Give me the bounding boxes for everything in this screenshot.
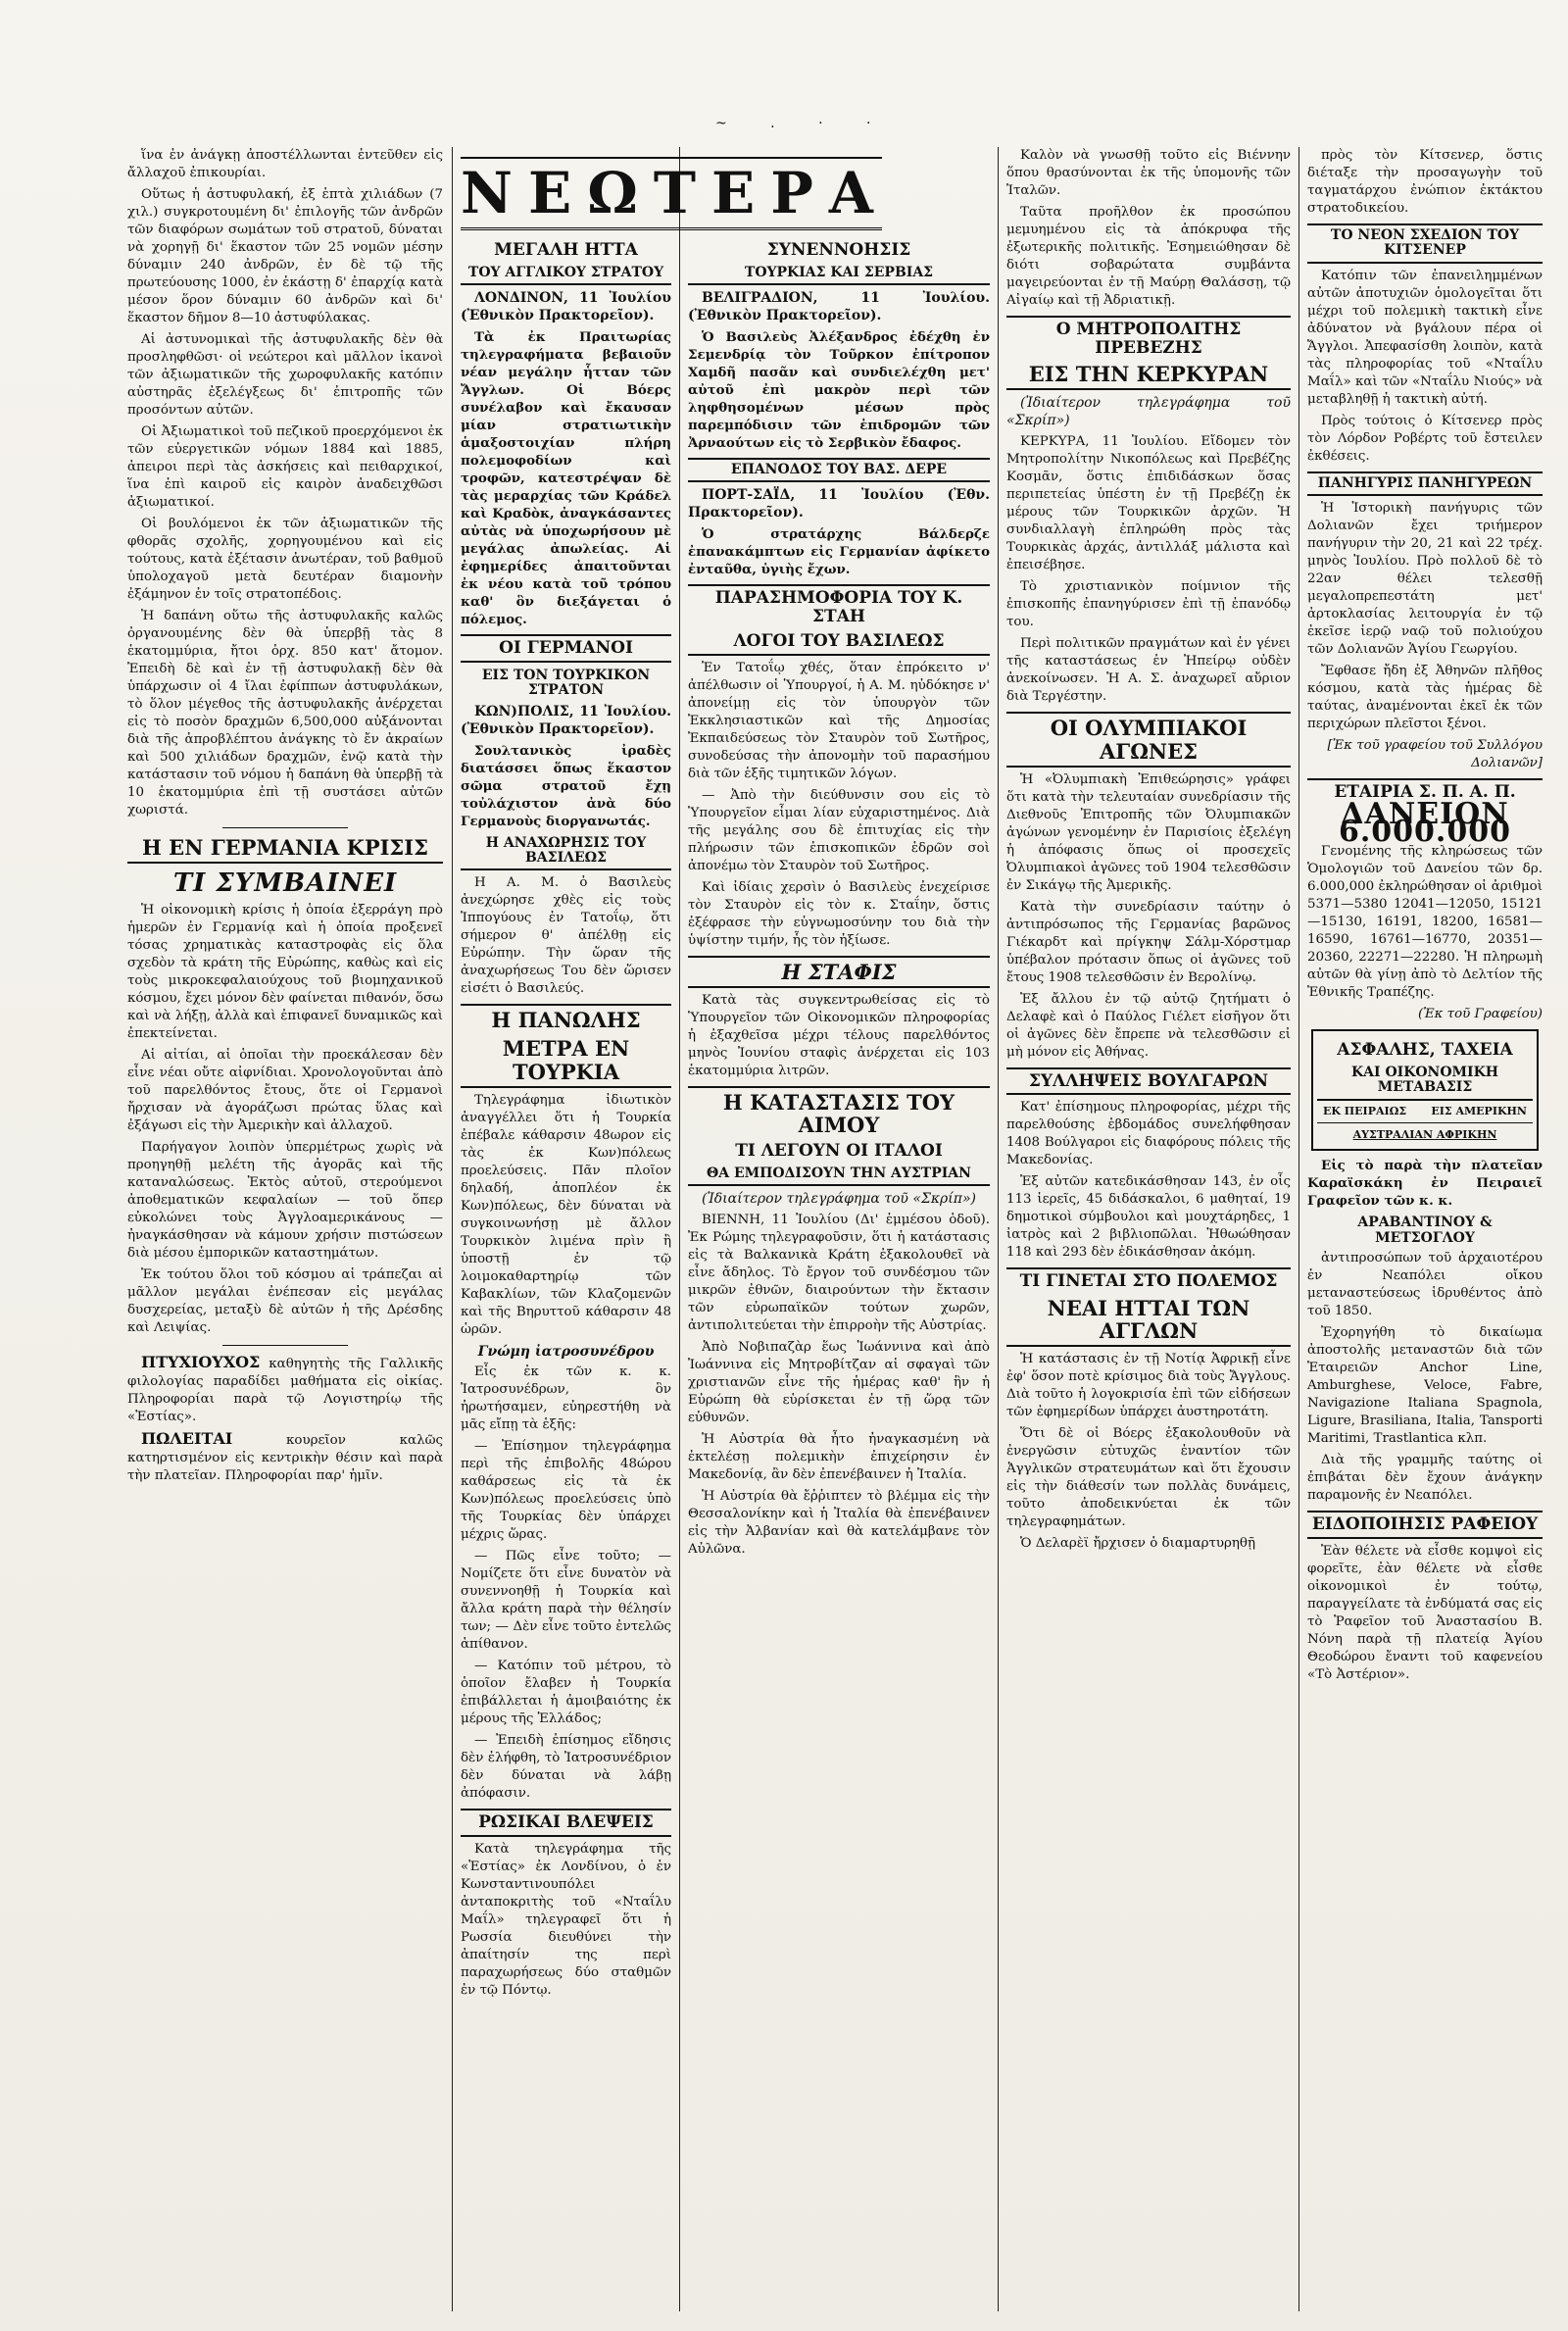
headline: ΡΩΣΙΚΑΙ ΒΛΕΨΕΙΣ bbox=[461, 1809, 671, 1837]
article-paragraph: Διὰ τῆς γραμμῆς ταύτης οἱ ἐπιβάται δὲν ἔχουν ἀνάγκην παραμονῆς ἐν Νεαπόλει. bbox=[1307, 1453, 1543, 1504]
route-sub: ΑΥΣΤΡΑΛΙΑΝ ΑΦΡΙΚΗΝ bbox=[1352, 1128, 1497, 1142]
article-paragraph: Ὁ στρατάρχης Βάλδερζε ἐπανακάμπτων εἰς Γερμανίαν ἀφίκετο ἐνταῦθα, ὑγιὴς ἔχων. bbox=[688, 526, 990, 578]
column-rule bbox=[998, 147, 999, 2311]
article-paragraph: — Ἐπίσημον τηλεγράφημα περὶ τῆς ἐπιβολῆς 48ώρου καθάρσεως εἰς τὰ ἐκ Κων)πόλεως προελεύσεις ὑπὸ τῆς Τουρκίας δὲν ὑπάρχει μέχρις ὥρας. bbox=[461, 1439, 671, 1542]
article-paragraph: Καλὸν νὰ γνωσθῇ τοῦτο εἰς Βιέννην ὅπου θρασύνονται ἐκ τῆς ὑπομονῆς τῶν Ἰταλῶν. bbox=[1006, 148, 1291, 198]
headline: ΤΟΥ ΑΓΓΛΙΚΟΥ ΣΤΡΑΤΟΥ bbox=[461, 266, 671, 285]
section-divider bbox=[222, 827, 349, 828]
article-paragraph: Ἐχορηγήθη τὸ δικαίωμα ἀποστολῆς μεταναστῶν διὰ τῶν Ἑταιρειῶν Anchor Line, Amburghese, Veloce, Fabre, Navigazione Italiana Spagnola, Ligure, Brasiliana, Italia, Tansporti Maritimi, Trastlantica κλπ. bbox=[1307, 1325, 1543, 1447]
headline: ΠΑΝΗΓΥΡΙΣ ΠΑΝΗΓΥΡΕΩΝ bbox=[1307, 471, 1543, 496]
headline: Ο ΜΗΤΡΟΠΟΛΙΤΗΣ ΠΡΕΒΕΖΗΣ bbox=[1006, 316, 1291, 357]
article-paragraph: Γενομένης τῆς κληρώσεως τῶν Ὁμολογιῶν τοῦ Δανείου τῶν δρ. 6.000,000 ἐκληρώθησαν οἱ ἀριθμοὶ 5371—5380 12041—12050, 15121—15130, 16191, 18200, 16581—16590, 16761—16770, 20351—20360, 22271—22280. Ἡ πληρωμὴ αὐτῶν θὰ γίνῃ ἀπὸ τὸ Δελτίον τῆς Ἐθνικῆς Τραπέζης. bbox=[1307, 843, 1543, 1000]
classified-ad bbox=[127, 1354, 443, 1426]
article-paragraph: Τηλεγράφημα ἰδιωτικὸν ἀναγγέλλει ὅτι ἡ Τουρκία ἐπέβαλε κάθαρσιν 48ωρον εἰς τὰς ἐκ Κων)πόλεως προελεύσεις. Πᾶν πλοῖον δηλαδή, ἀποπλέον ἐκ Κων)πόλεως, δὲν δύναται νὰ συγκοινωνήσῃ μὲ ἄλλον Τουρκικὸν λιμένα πρὶν ἢ ὑποστῇ ἐν τῷ λοιμοκαθαρτηρίῳ τῶν Καβακλίων, τῶν Κλαζομενῶν καὶ τῆς Βηρυττοῦ κάθαρσιν 48 ὡρῶν. bbox=[461, 1092, 671, 1337]
article-paragraph: Ἐν Τατοΐῳ χθές, ὅταν ἐπρόκειτο ν' ἀπέλθωσιν οἱ Ὑπουργοί, ἡ Α. Μ. ηὐδόκησε ν' ἀπονείμῃ εἰς τὸν ὑπουργὸν τῶν Ἐκκλησιαστικῶν καὶ τῆς Δημοσίας Ἐκπαιδεύσεως τὸν Σταυρὸν τοῦ Σωτῆρος, συνοδεύσας τὴν ἀπονομὴν τοῦ παρασήμου διὰ τῶν ἑξῆς τιμητικῶν λόγων. bbox=[688, 660, 990, 781]
ad-headline: ΑΣΦΑΛΗΣ, ΤΑΧΕΙΑ bbox=[1337, 1039, 1513, 1060]
article-paragraph: Ἐξ ἄλλου ἐν τῷ αὐτῷ ζητήματι ὁ Δελαφὲ καὶ ὁ Παύλος Γιέλετ εἰσῆγον ὅτι οἱ ἀγῶνες δὲν ἔπρεπε νὰ τελεσθῶσιν εἰ μὴ μόνον εἰς Ἀθήνας. bbox=[1006, 991, 1291, 1060]
dateline: (Ἰδιαίτερον τηλεγράφημα τοῦ «Σκρίπ») bbox=[1006, 395, 1291, 429]
article-paragraph: Ταῦτα προῆλθον ἐκ προσώπου μεμυημένου εἰς τὰ ἀπόκρυφα τῆς ἐξωτερικῆς πολιτικῆς. Ἐσημειώθησαν δὲ διότι σοβαρώτατα συμβάντα μαγειρεύονται ἐν τῇ Μαύρῃ Θαλάσσῃ, τῷ Αἰγαίῳ καὶ τῇ Ἀδριατικῇ. bbox=[1006, 205, 1291, 308]
ad-text: καθηγητὴς τῆς Γαλλικῆς φιλολογίας παραδίδει μαθήματα εἰς οἰκίας. Πληροφορίαι παρὰ τῷ Λογιστηρίῳ τῆς «Ἑστίας». bbox=[127, 1356, 443, 1424]
article-paragraph: Κατὰ τηλεγράφημα τῆς «Ἑστίας» ἐκ Λονδίνου, ὁ ἐν Κωνσταντινουπόλει ἀνταποκριτὴς τοῦ «Νταΐλυ Μαΐλ» τηλεγραφεῖ ὅτι ἡ Ρωσσία διευθύνει τὴν ἀπαίτησίν της περὶ παραχωρήσεως δύο σταθμῶν ἐν τῷ Πόντῳ. bbox=[461, 1841, 671, 1998]
dateline: ΚΩΝ)ΠΟΛΙΣ, 11 Ἰουλίου. (Ἐθνικὸν Πρακτορεῖον). bbox=[461, 703, 671, 737]
article-paragraph: Κατὰ τὴν συνεδρίασιν ταύτην ὁ ἀντιπρόσωπος τῆς Γερμανίας βαρῶνος Γιέκαρδτ καὶ πρίγκηψ Σάλμ-Χόρστμαρ ὑπέβαλον πρότασιν ὅπως οἱ ἀγῶνες τοῦ ἔτους 1908 τελεσθῶσιν ἐν Βερολίνῳ. bbox=[1006, 899, 1291, 985]
article-paragraph: Παρήγαγον λοιπὸν ὑπερμέτρως χωρὶς νὰ προηγηθῇ μελέτη τῆς ἀγορᾶς καὶ τῆς καταναλώσεως. Ἐκτὸς αὐτοῦ, στερούμενοι ἀποθεματικῶν κεφαλαίων — τοῦ ὅπερ εὐκολώνει τοὺς Ἀγγλοαμερικάνους — ἠναγκάσθησαν νὰ κάμουν χρήσιν πιστώσεων διὰ μέσου ἐμπορικῶν καταστημάτων. bbox=[127, 1139, 443, 1261]
column-2 bbox=[461, 235, 671, 2311]
article-paragraph: Ἡ «Ὀλυμπιακὴ Ἐπιθεώρησις» γράφει ὅτι κατὰ τὴν τελευταίαν συνεδρίασιν τῆς Διεθνοῦς Ἐπιτροπῆς τῶν Ὀλυμπιακῶν ἀγώνων γενομένην ἐν Παρισίοις ἐξελέγη ἡ ἀπόφασις ὅπως οἱ προσεχεῖς Ὀλυμπιακοὶ ἀγῶνες τοῦ 1904 τελεσθῶσιν ἐν Σικάγῳ τῆς Ἀμερικῆς. bbox=[1006, 771, 1291, 893]
article-paragraph: Εἰς τὸ παρὰ τὴν πλατεῖαν Καραϊσκάκη ἐν Πειραιεῖ Γραφεῖον τῶν κ. κ. bbox=[1307, 1158, 1543, 1210]
subheadline: ΤΙ ΣΥΜΒΑΙΝΕΙ bbox=[172, 868, 398, 899]
article-paragraph: Κατ' ἐπίσημους πληροφορίας, μέχρι τῆς παρελθούσης ἑβδομάδος συνελήφθησαν 1408 Βούλγαροι εἰς διαφόρους πόλεις τῆς Μακεδονίας. bbox=[1006, 1100, 1291, 1168]
section-divider bbox=[222, 1345, 349, 1346]
article-paragraph: Ἡ δαπάνη οὕτω τῆς ἀστυφυλακῆς καλῶς ὀργανουμένης δὲν θὰ ὑπερβῇ τὰς 8 ἑκατομμύρια, ἤτοι ὀρχ. 850 κατ' ἄτομον. Ἐπειδὴ δὲ καὶ ἐν τῇ ἀστυφυλακῇ δὲν θὰ ὑπάρχωσιν οἱ 4 ἴλαι ἐφίππων ἀστυφυλάκων, τὸ ὅλον μέγεθος τῆς ἀστυφυλακῆς ἀνέρχεται εἰς τὸ ποσὸν δραχμῶν 6,500,000 αὐξάνονται διὰ τῆς ἀπροβλέπτου ἀνάγκης τὸ ἔν ἀκραίων καὶ 500 χιλιάδων δραχμῶν, ἐνῷ κατὰ τὴν κατάστασιν τοῦ νόμου ἡ δαπάνη θὰ ὑπερβῇ τὰ 10 ἑκατομμύρια ἐπὶ τῇ συστάσει αὐτῶν χωριστά. bbox=[127, 609, 443, 818]
ad-title: ΠΩΛΕΙΤΑΙ bbox=[141, 1428, 233, 1448]
headline: ΠΑΡΑΣΗΜΟΦΟΡΙΑ ΤΟΥ Κ. ΣΤΑΗ bbox=[688, 584, 990, 625]
article-paragraph: Οὕτως ἡ ἀστυφυλακή, ἐξ ἑπτὰ χιλιάδων (7 χιλ.) συγκροτουμένη δι' ἐπιλογῆς τῶν ἀνδρῶν τῶν διαφόρων σωμάτων τοῦ στρατοῦ, δύναται νὰ χορηγῇ δι' ἕκαστον τῶν 25 νομῶν μέσην δύναμιν 240 ἀνδρῶν, ἐν δὲ τῷ τῆς πρωτεύουσης 1000, ἐν ἑκάστῃ δ' ἐπαρχίᾳ κατὰ μέσον ὅρον δύναμιν 60 ἀνδρῶν καὶ δι' ἕκαστον δῆμον 8—10 ἀστυφύλακας. bbox=[127, 187, 443, 325]
article-paragraph: Ἡ Αὐστρία θὰ ἔῤῥιπτεν τὸ βλέμμα εἰς τὴν Θεσσαλονίκην καὶ ἡ Ἰταλία θὰ ἐπενέβαινεν εἰς τὴν Ἀλβανίαν καὶ θὰ κατελάμβανε τὸν Αὐλῶνα. bbox=[688, 1488, 990, 1557]
column-rule bbox=[452, 147, 453, 2311]
column-rule bbox=[679, 147, 680, 2311]
signature: [Ἐκ τοῦ γραφείου τοῦ Συλλόγου Δολιανῶν] bbox=[1327, 738, 1543, 771]
firm-name: ΑΡΑΒΑΝΤΙΝΟΥ & ΜΕΤΣΟΓΛΟΥ bbox=[1357, 1215, 1493, 1246]
headline: ΕΙΣ ΤΗΝ ΚΕΡΚΥΡΑΝ bbox=[1006, 363, 1291, 390]
headline: ΣΥΛΛΗΨΕΙΣ ΒΟΥΛΓΑΡΩΝ bbox=[1006, 1067, 1291, 1096]
article-paragraph: πρὸς τὸν Κίτσενερ, ὅστις διέταξε τὴν προσαγωγὴν τοῦ ταγματάρχου ἐνώπιον ἐκτάκτου στρατοδικείου. bbox=[1307, 148, 1543, 216]
article-paragraph: Κατὰ τὰς συγκεντρωθείσας εἰς τὸ Ὑπουργεῖον τῶν Οἰκονομικῶν πληροφορίας ἡ ἐξαχθεῖσα μέχρι τέλους παρελθόντος μηνὸς Ἰουνίου σταφὶς ἀνέρχεται εἰς 103 ἑκατομμύρια λιτρῶν. bbox=[688, 992, 990, 1078]
article-paragraph: — Πῶς εἶνε τοῦτο; — Νομίζετε ὅτι εἶνε δυνατὸν νὰ συνεννοηθῇ ἡ Τουρκία καὶ ἄλλα κράτη παρὰ τὴν θέλησίν των; — Δὲν εἶνε τοῦτο ἐντελῶς ἀπίθανον. bbox=[461, 1549, 671, 1652]
masthead-title: ΝΕΩΤΕΡΑ bbox=[461, 157, 882, 230]
article-paragraph: Ἐκ τούτου ὅλοι τοῦ κόσμου αἱ τράπεζαι αἱ μᾶλλον μεγάλαι ἐνέπεσαν εἰς μεγάλας δυσχερείας, μεταξὺ δὲ αὐτῶν ἡ τῆς Δρέσδης καὶ Λειψίας. bbox=[127, 1266, 443, 1335]
article-paragraph: Τὸ χριστιανικὸν ποίμνιον τῆς ἐπισκοπῆς ἐπανηγύρισεν ἐπὶ τῇ ἐπανόδῳ του. bbox=[1006, 579, 1291, 630]
dateline: ΒΕΛΙΓΡΑΔΙΟΝ, 11 Ἰουλίου. (Ἐθνικὸν Πρακτορεῖον). bbox=[688, 290, 990, 324]
article-paragraph: Ἐὰν θέλετε νὰ εἶσθε κομψοὶ εἰς φορεῖτε, ἐὰν θέλετε νὰ εἶσθε οἰκονομικοὶ ἐν τούτῳ, παραγγείλατε τὰ ἐνδύματά σας εἰς τὸ Ῥαφεῖον τοῦ Ἀναστασίου Β. Νόνη παρὰ τῇ πλατείᾳ Ἀγίου Θεοδώρου ἔναντι τοῦ καφενείου «Τὸ Ἀστέριον». bbox=[1307, 1543, 1543, 1682]
article-paragraph: Ἐξ αὐτῶν κατεδικάσθησαν 143, ἐν οἷς 113 ἱερεῖς, 45 διδάσκαλοι, 6 μαθηταί, 19 δημοτικοὶ σύμβουλοι καὶ μουχτάρηδες, 1 ἰατρὸς καὶ 2 βιβλιοπῶλαι. Ἠθωώθησαν 118 καὶ 293 δὲν ἐδικάσθησαν ἀκόμη. bbox=[1006, 1174, 1291, 1261]
ad-title: ΠΤΥΧΙΟΥΧΟΣ bbox=[141, 1352, 261, 1371]
column-1 bbox=[127, 147, 443, 2311]
article-paragraph: Εἷς ἐκ τῶν κ. κ. Ἰατροσυνέδρων, ὃν ἠρωτήσαμεν, εὐηρεστήθη νὰ μᾶς εἴπῃ τὰ ἑξῆς: bbox=[461, 1364, 671, 1432]
article-paragraph: Τὰ ἐκ Πραιτωρίας τηλεγραφήματα βεβαιοῦν νέαν μεγάλην ἧτταν τῶν Ἄγγλων. Οἱ Βόερς συνέλαβον καὶ ἔκαυσαν μίαν στρατιωτικὴν ἁμαξοστοιχίαν πλήρη πολεμοφοδίων καὶ τροφῶν, κατεστρέψαν δὲ τὰς μεραρχίας τῶν Κράδελ καὶ Κραδὸκ, ἀναγκάσαντες αὐτὰς νὰ ὑποχωρήσουν μὲ μεγάλας ἀπωλείας. Αἱ ἐφημερίδες ἀπαιτοῦνται ἐκ νέου κατὰ τοῦ τρόπου καθ' ὃν διεξάγεται ὁ πόλεμος. bbox=[461, 329, 671, 628]
article-paragraph: — Κατόπιν τοῦ μέτρου, τὸ ὁποῖον ἔλαβεν ἡ Τουρκία ἐπιβάλλεται ἡ ἀμοιβαιότης ἐκ μέρους τῆς Ἑλλάδος; bbox=[461, 1659, 671, 1726]
ad-text: κουρεῖον καλῶς κατηρτισμένον εἰς κεντρικὴν θέσιν καὶ παρὰ τὴν πλατεῖαν. Πληροφορίαι παρ' ἡμῖν. bbox=[127, 1432, 443, 1483]
article-paragraph: Ἔφθασε ἤδη ἐξ Ἀθηνῶν πλῆθος κόσμου, κατὰ τὰς ἡμέρας δὲ ταύτας, ἀναμένονται ἐκεῖ ἐκ τῶν περιχώρων πλεῖστοι ξένοι. bbox=[1307, 664, 1543, 732]
headline: Η ΑΝΑΧΩΡΗΣΙΣ ΤΟΥ ΒΑΣΙΛΕΩΣ bbox=[461, 836, 671, 871]
column-3 bbox=[688, 235, 990, 2311]
loan-amount: ΔΑΝΕΙΟΝ 6.000.000 bbox=[1338, 796, 1511, 849]
headline: ΕΙΔΟΠΟΙΗΣΙΣ ΡΑΦΕΙΟΥ bbox=[1307, 1511, 1543, 1539]
headline: ΤΟΥΡΚΙΑΣ ΚΑΙ ΣΕΡΒΙΑΣ bbox=[688, 266, 990, 285]
dateline: ΠΟΡΤ-ΣΑΪΔ, 11 Ἰουλίου (Ἐθν. Πρακτορεῖον). bbox=[688, 487, 990, 521]
article-paragraph: Ἀπὸ Νοβιπαζὰρ ἕως Ἰωάννινα καὶ ἀπὸ Ἰωάννινα εἰς Μητροβίτζαν αἱ σφαγαὶ τῶν χριστιανῶν εἶνε τῆς ἡμέρας καθ' ἣν ἡ Εὐρώπη θὰ εὑρίσκεται ἐν τῇ ὥρᾳ τῶν εὐθυνῶν. bbox=[688, 1339, 990, 1425]
article-paragraph: Ὅτι δὲ οἱ Βόερς ἐξακολουθοῦν νὰ ἐνεργῶσιν εὐτυχῶς ἐναντίον τῶν Ἀγγλικῶν στρατευμάτων καὶ ὅτι ἔχουσιν εἰς τὴν διάθεσίν των πολλὰς δυνάμεις, τοῦτο ἀποδεικνύεται ἐκ τῶν τηλεγραφημάτων. bbox=[1006, 1426, 1291, 1530]
article-paragraph: Ἡ Ἱστορικὴ πανήγυρις τῶν Δολιανῶν ἔχει τριήμερον πανήγυριν τὴν 20, 21 καὶ 22 τρέχ. μηνὸς Ἰουλίου. Πρὸ πολλοῦ δὲ τὸ 22αν θέλει τελεσθῇ μεγαλοπρεπεστάτη μετ' ἀρτοκλασίας λειτουργία ἐν τῷ ἐκεῖσε ἱερῷ ναῷ τοῦ πολιούχου τῶν Δολιανῶν Ἁγίου Γεωργίου. bbox=[1307, 501, 1543, 658]
article-paragraph: Σουλτανικὸς ἰραδὲς διατάσσει ὅπως ἕκαστον σῶμα στρατοῦ ἔχῃ τοὐλάχιστον ἀνὰ δύο Γερμανοὺς διοργανωτάς. bbox=[461, 742, 671, 829]
article-paragraph: ΒΙΕΝΝΗ, 11 Ἰουλίου (Δι' ἑμμέσου ὁδοῦ). Ἐκ Ρώμης τηλεγραφοῦσιν, ὅτι ἡ κατάστασις εἰς τὰ Βαλκανικὰ Κράτη ἐξακολουθεῖ νὰ εἶνε ἄδηλος. Τὸ ἔργον τοῦ συνδέσμου τῶν μικρῶν ἐθνῶν, διαιρούντων τὴν ἔκτασιν τῶν εὐρωπαϊκῶν τούτων χωρῶν, ἀντιπολιτεύεται τὴν ἐπιρροὴν τῆς Αὐστρίας. bbox=[688, 1212, 990, 1333]
article-paragraph: Οἱ Ἀξιωματικοὶ τοῦ πεζικοῦ προερχόμενοι ἐκ τῶν εὐεργετικῶν νόμων 1884 καὶ 1885, ἀπειροι περὶ τὰς ἀσκήσεις καὶ πειθαρχικοί, ἵνα ἐπὶ καιροῦ εἰς καιρὸν ἀναδειχθῶσι ἀξιωματικοί. bbox=[127, 424, 443, 510]
column-4 bbox=[1006, 147, 1291, 2311]
top-margin bbox=[0, 0, 1568, 147]
headline: ΣΥΝΕΝΝΟΗΣΙΣ bbox=[766, 240, 911, 260]
headline: ΤΙ ΛΕΓΟΥΝ ΟΙ ΙΤΑΛΟΙ bbox=[735, 1140, 943, 1161]
ad-headline: ΚΑΙ ΟΙΚΟΝΟΜΙΚΗ ΜΕΤΑΒΑΣΙΣ bbox=[1351, 1064, 1498, 1095]
headline-germany-crisis: Η ΕΝ ΓΕΡΜΑΝΙΑ ΚΡΙΣΙΣ bbox=[127, 836, 443, 864]
article-paragraph: ἀντιπροσώπων τοῦ ἀρχαιοτέρου ἐν Νεαπόλει οἴκου μεταναστεύσεως ἱδρυθέντος ἀπὸ τοῦ 1850. bbox=[1307, 1251, 1543, 1319]
classified-ad bbox=[127, 1430, 443, 1485]
article-paragraph: — Ἐπειδὴ ἐπίσημος εἴδησις δὲν ἐλήφθη, τὸ Ἰατροσυνέδριον δὲν δύναται νὰ λάβῃ ἀπόφασιν. bbox=[461, 1733, 671, 1801]
article-paragraph: Καὶ ἰδίαις χερσὶν ὁ Βασιλεὺς ἐνεχείρισε τὸν Σταυρὸν εἰς τὸν κ. Σταΐην, ὅστις ἐξέφρασε τὴν εὐγνωμοσύνην του διὰ τὴν ὑψίστην τιμήν, ἧς τὸν ἠξίωσε. bbox=[688, 879, 990, 948]
headline: ΜΕΓΑΛΗ ΗΤΤΑ bbox=[494, 240, 638, 260]
headline: ΤΙ ΓΙΝΕΤΑΙ ΣΤΟ ΠΟΛΕΜΟΣ bbox=[1006, 1267, 1291, 1291]
dateline: ΛΟΝΔΙΝΟΝ, 11 Ἰουλίου (Ἐθνικὸν Πρακτορεῖον). bbox=[461, 290, 671, 324]
article-paragraph: Αἱ αἰτίαι, αἱ ὁποῖαι τὴν προεκάλεσαν δὲν εἶνε νέαι οὔτε αἰφνίδιαι. Χρονολογοῦνται ἀπὸ τοῦ παρελθόντος ἔτους, ὅτε οἱ Γερμανοὶ ἤρχισαν νὰ ἀγοράζωσι πρώτας ὕλας καὶ ἐξάγωσι εἰς τὴν Ἀμερικὴν καὶ ἀλλαχοῦ. bbox=[127, 1047, 443, 1133]
column-5 bbox=[1307, 147, 1543, 2311]
article-paragraph: Κατόπιν τῶν ἐπανειλημμένων αὐτῶν ἀποτυχιῶν ὁμολογεῖται ὅτι μέχρι τοῦ πολεμικὴ τακτικὴ εἶνε ἀδύνατον νὰ βγάλουν πέρα οἱ Ἄγγλοι. Ἀπεφασίσθη λοιπὸν, κατὰ τὰς πληροφορίας τοῦ «Νταΐλυ Μαΐλ» καὶ τῶν «Νταΐλυ Νιούς» νὰ μεταβληθῇ ἡ τακτικὴ αὐτή. bbox=[1307, 268, 1543, 407]
headline: ΕΙΣ ΤΟΝ ΤΟΥΡΚΙΚΟΝ ΣΤΡΑΤΟΝ bbox=[481, 667, 651, 699]
headline: ΝΕΑΙ ΗΤΤΑΙ ΤΩΝ ΑΓΓΛΩΝ bbox=[1006, 1297, 1291, 1347]
article-paragraph: ἵνα ἐν ἀνάγκῃ ἀποστέλλωνται ἐντεῦθεν εἰς ἄλλαχοῦ ἐπικουρίαι. bbox=[127, 148, 443, 180]
advertisement-box bbox=[1311, 1029, 1539, 1152]
headline: ΜΕΤΡΑ ΕΝ ΤΟΥΡΚΙΑ bbox=[461, 1037, 671, 1087]
headline: Η ΠΑΝΩΛΗΣ bbox=[461, 1004, 671, 1031]
headline: ΕΠΑΝΟΔΟΣ ΤΟΥ ΒΑΣ. ΔΕΡΕ bbox=[688, 458, 990, 482]
article-paragraph: ΚΕΡΚΥΡΑ, 11 Ἰουλίου. Εἴδομεν τὸν Μητροπολίτην Νικοπόλεως καὶ Πρεβέζης Κοσμᾶν, ὅστις ἐπιδιδάσκων ὅσας περιπετείας ὑπέστη ἐν τῇ Πρεβέζῃ ἐκ μέρους τῶν Τουρκικῶν ἀρχῶν. Ἡ συνδιαλλαγὴ ἐπληρώθη πρὸς τὰς Τουρκικὰς ἀρχάς, ἀντιλλάξ μάλιστα καὶ ἐπεισέβησε. bbox=[1006, 434, 1291, 573]
subheadline: Γνώμη ἰατροσυνέδρου bbox=[477, 1343, 655, 1360]
route-from: ΕΚ ΠΕΙΡΑΙΩΣ bbox=[1323, 1105, 1407, 1118]
route-to: ΕΙΣ ΑΜΕΡΙΚΗΝ bbox=[1431, 1105, 1527, 1118]
headline: Η ΚΑΤΑΣΤΑΣΙΣ ΤΟΥ ΑΙΜΟΥ bbox=[688, 1086, 990, 1136]
headline: ΘΑ ΕΜΠΟΔΙΣΟΥΝ ΤΗΝ ΑΥΣΤΡΙΑΝ bbox=[688, 1166, 990, 1186]
headline: ΤΟ ΝΕΟΝ ΣΧΕΔΙΟΝ ΤΟΥ ΚΙΤΣΕΝΕΡ bbox=[1307, 223, 1543, 264]
article-paragraph: Ὁ Δελαρὲϊ ἤρχισεν ὁ διαμαρτυρηθῇ bbox=[1020, 1536, 1256, 1552]
headline: Η ΣΤΑΦΙΣ bbox=[688, 956, 990, 988]
dateline: (Ἰδιαίτερον τηλεγράφημα τοῦ «Σκρίπ») bbox=[702, 1190, 976, 1207]
signature: (Ἐκ τοῦ Γραφείου) bbox=[1418, 1006, 1543, 1021]
article-paragraph: Ἡ Αὐστρία θὰ ἦτο ἠναγκασμένη νὰ ἐκτελέσῃ πολεμικὴν ἐπιχείρησιν ἐν Μακεδονίᾳ, ἂν δὲν ἐπενέβαινεν ἡ Ἰταλία. bbox=[688, 1431, 990, 1482]
headline: ΟΙ ΓΕΡΜΑΝΟΙ bbox=[461, 634, 671, 663]
article-paragraph: Οἱ βουλόμενοι ἐκ τῶν ἀξιωματικῶν τῆς φθορᾶς σχολῆς, χορηγουμένου καὶ εἰς τούτους, κατὰ ἐξέτασιν ἀνωτέραν, τοῦ βαθμοῦ ὑπολοχαγοῦ μετὰ δευτέραν διαμονὴν ἐξάμηνον ἐν τοῖς στρατοπέδοις. bbox=[127, 517, 443, 602]
article-paragraph: Πρὸς τούτοις ὁ Κίτσενερ πρὸς τὸν Λόρδον Ροβέρτς τοῦ ἔστειλεν ἐκθέσεις. bbox=[1307, 413, 1543, 464]
article-paragraph: — Ἀπὸ τὴν διεύθυνσιν σου εἰς τὸ Ὑπουργεῖον εἶμαι λίαν εὐχαριστημένος. Διὰ τῆς μεγάλης σου δὲ ἐπιτυχίας εἰς τὴν πλήρωσιν τῶν ἐπισκοπικῶν ἑδρῶν σοὶ ἀπονέμω τὸν Σταυρὸν τοῦ Σωτῆρος. bbox=[688, 787, 990, 873]
headline: ΟΙ ΟΛΥΜΠΙΑΚΟΙ ΑΓΩΝΕΣ bbox=[1006, 712, 1291, 767]
article-paragraph: Ἡ οἰκονομικὴ κρίσις ἡ ὁποία ἐξερράγη πρὸ ἡμερῶν ἐν Γερμανίᾳ καὶ ἡ ὁποία προξενεῖ τόσας χρηματικὰς καταστροφὰς εἰς ὅλα σχεδὸν τὰ κράτη τῆς Εὐρώπης, καθὼς καὶ εἰς τοὺς μικροκεφαλαιούχους τοῦ βιομηχανικοῦ κόσμου, ἔχει μόνον δὲν φαίνεται πιθανόν, ὅσω καὶ νὰ λήξῃ, ἀλλὰ καὶ ἐπιφανεῖ δυναμικῶς καὶ ἐπεκτείνεται. bbox=[127, 902, 443, 1041]
article-paragraph: Ὁ Βασιλεὺς Ἀλέξανδρος ἐδέχθη ἐν Σεμενδρίᾳ τὸν Τοῦρκον ἐπίτροπον Χαμδῆ πασᾶν καὶ συνδιελέχθη μετ' αὐτοῦ ἐπὶ μακρὸν περὶ τῶν ληφθησομένων μέσων πρὸς παρεμπόδισιν τῶν ἐπιδρομῶν τῶν Ἀρναούτων εἰς τὸ Σερβικὸν ἔδαφος. bbox=[688, 329, 990, 452]
column-rule bbox=[1298, 147, 1299, 2311]
headline: ΛΟΓΟΙ ΤΟΥ ΒΑΣΙΛΕΩΣ bbox=[688, 632, 990, 656]
headline: ΕΤΑΙΡΙΑ Σ. Π. Α. Π. bbox=[1307, 778, 1543, 802]
article-paragraph: Αἱ ἀστυνομικαὶ τῆς ἀστυφυλακῆς δὲν θὰ προσληφθῶσι· οἱ νεώτεροι καὶ μᾶλλον ἱκανοὶ τῶν ἀξιωματικῶν τῆς χωροφυλακῆς κατόπιν αὐστηρᾶς ἐξελέγξεως δι' ἐπιτροπῆς τῶν προσόντων αὐτῶν. bbox=[127, 332, 443, 418]
article-paragraph: Η Α. Μ. ὁ Βασιλεὺς ἀνεχώρησε χθὲς εἰς τοὺς Ἱππογύους ἐν Τατοΐῳ, ὅτι σήμερον θ' ἀπέλθῃ εἰς Εὐρώπην. Τὴν ὥραν τῆς ἀναχωρήσεως Του δὲν ὥρισεν εἰσέτι ὁ Βασιλεύς. bbox=[461, 875, 671, 997]
top-mark: ~ . · · bbox=[715, 116, 891, 131]
article-paragraph: Ἡ κατάστασις ἐν τῇ Νοτίᾳ Ἀφρικῇ εἶνε ἐφ' ὅσον ποτὲ κρίσιμος διὰ τοὺς Ἄγγλους. Διὰ τοῦτο ἡ λογοκρισία ἐπὶ τῶν εἰδήσεων τῶν ἐφημερίδων ὑπάρχει ἀυστηροτάτη. bbox=[1006, 1352, 1291, 1420]
route-row bbox=[1317, 1099, 1533, 1123]
article-paragraph: Περὶ πολιτικῶν πραγμάτων καὶ ἐν γένει τῆς καταστάσεως ἐν Ἠπείρῳ οὐδὲν ἀνεκοίνωσεν. Ἡ Α. Σ. ἀναχωρεῖ αὔριον διὰ Τεργέστην. bbox=[1006, 636, 1291, 705]
